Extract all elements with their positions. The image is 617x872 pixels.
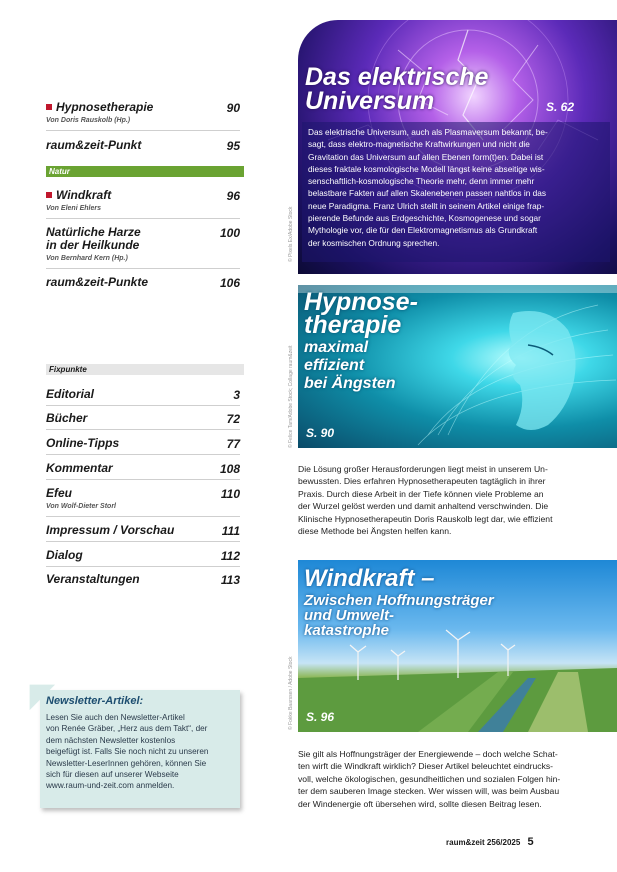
toc-page-number: 77 xyxy=(226,437,240,451)
toc-title-line1: Natürliche Harze xyxy=(46,225,141,239)
article-title xyxy=(304,288,418,339)
section-label-fixpunkte: Fixpunkte xyxy=(46,364,244,375)
title-line: Universum xyxy=(305,87,435,115)
toc-title: Dialog xyxy=(46,548,83,562)
toc-title: Kommentar xyxy=(46,461,113,475)
toc-page-number: 108 xyxy=(219,462,240,476)
toc-page-number: 112 xyxy=(220,549,240,563)
teaser-line: bewussten. Dies erfahren Hypnosetherapeuten tagtäglich in ihrer xyxy=(298,476,546,487)
toc-title-line2: in der Heilkunde xyxy=(46,238,140,252)
article-summary xyxy=(308,126,608,249)
red-square-marker xyxy=(46,104,52,110)
newsletter-line: beigefügt ist. Falls Sie noch nicht zu unseren xyxy=(46,747,209,757)
red-square-marker xyxy=(46,192,52,198)
article-panel-windkraft[interactable] xyxy=(298,560,617,732)
article-subtitle xyxy=(304,593,494,638)
article-panel-hypnose[interactable] xyxy=(298,285,617,448)
summary-line: neue Paradigma. Franz Ulrich stellt in seinem Artikel einige frap- xyxy=(308,200,545,211)
toc-item-raumzeit-punkte[interactable] xyxy=(46,276,240,289)
summary-line: sagt, dass elektro-magnetische Kraftwirkungen und nicht die xyxy=(308,139,530,150)
toc-title: Online-Tipps xyxy=(46,436,120,450)
toc-title: Impressum / Vorschau xyxy=(46,523,175,537)
divider xyxy=(46,454,240,455)
divider xyxy=(46,541,240,542)
summary-line: Gravitation das Universum auf allen Ebenen form(t)en. Dabei ist xyxy=(308,151,544,162)
teaser-line: ten wirft die Windkraft wirklich? Dieser Artikel beleuchtet eindrucks- xyxy=(298,761,554,772)
toc-page-number: 113 xyxy=(220,573,240,587)
toc-item-natuerliche-harze[interactable] xyxy=(46,226,240,262)
teaser-line: diese Methode bei Ängsten helfen kann. xyxy=(298,526,452,537)
article-panel-universum[interactable] xyxy=(298,20,617,274)
toc-title: raum&zeit-Punkt xyxy=(46,138,142,152)
summary-line: pierende Befunde aus Erdgeschichte, Kosmogenese und sogar xyxy=(308,213,541,224)
subtitle-line: Zwischen Hoffnungsträger xyxy=(304,592,494,609)
summary-line: belastbare Fakten auf allen Skalenebenen passen nahtlos in das xyxy=(308,188,547,199)
subtitle-line: und Umwelt- xyxy=(304,607,394,624)
newsletter-line: dem nächsten Newsletter kostenlos xyxy=(46,735,176,745)
newsletter-line: sich für diesen auf unserer Webseite xyxy=(46,770,179,780)
summary-line: senschaftlich-kosmologische Theorie mehr, denn immer mehr xyxy=(308,176,535,187)
page-reference: S. 90 xyxy=(306,426,335,440)
page-number: 5 xyxy=(527,836,534,848)
toc-author: Von Doris Rauskolb (Hp.) xyxy=(46,117,131,124)
toc-page-number: 111 xyxy=(221,524,240,538)
divider xyxy=(46,479,240,480)
toc-title: raum&zeit-Punkte xyxy=(46,275,149,289)
toc-page-number: 100 xyxy=(219,226,240,240)
newsletter-line: Newsletter-LeserInnen gehören, können Sie xyxy=(46,758,207,768)
subtitle-line: maximal xyxy=(304,339,369,356)
toc-item-kommentar[interactable] xyxy=(46,462,240,475)
newsletter-line: von Renée Gräber, „Herz aus dem Takt“, der xyxy=(46,724,208,734)
divider xyxy=(46,429,240,430)
article-subtitle xyxy=(304,339,396,393)
toc-item-online-tipps[interactable] xyxy=(46,437,240,450)
toc-item-veranstaltungen[interactable] xyxy=(46,573,240,586)
teaser-line: Praxis. Durch diese Arbeit in der Tiefe können viele Probleme an xyxy=(298,488,544,499)
article-summary-box xyxy=(302,122,610,262)
toc-item-windkraft[interactable] xyxy=(46,189,240,212)
teaser-line: Klinische Hypnosetherapeutin Doris Rauskolb legt dar, wie effizient xyxy=(298,513,553,524)
toc-page-number: 3 xyxy=(233,388,240,402)
teaser-line: Die Lösung großer Herausforderungen liegt meist in unserem Un- xyxy=(298,464,548,474)
page-reference: S. 96 xyxy=(306,710,335,724)
newsletter-line[interactable]: www.raum-und-zeit.com anmelden. xyxy=(46,781,175,791)
toc-page-number: 110 xyxy=(220,487,240,501)
toc-title: Efeu xyxy=(46,486,73,500)
section-label-natur: Natur xyxy=(46,166,244,177)
toc-item-hypnosetherapie[interactable] xyxy=(46,101,240,124)
toc-author: Von Wolf-Dieter Storl xyxy=(46,503,116,510)
toc-title: Hypnosetherapie xyxy=(56,100,154,114)
image-credit: © Fokke Baarssen / Adobe Stock xyxy=(288,656,294,730)
divider xyxy=(46,130,240,131)
summary-line: Mythologie vor, die für den Elektromagnetismus als Grundkraft xyxy=(308,225,538,236)
toc-author: Von Eleni Ehlers xyxy=(46,205,101,212)
article-title: Windkraft – xyxy=(304,565,435,592)
toc-item-editorial[interactable] xyxy=(46,388,240,401)
toc-page-number: 106 xyxy=(219,276,240,290)
toc-author: Von Bernhard Kern (Hp.) xyxy=(46,255,128,262)
teaser-line: der Wurzel gelöst werden und damit anhaltend verschwinden. Die xyxy=(298,501,549,512)
subtitle-line: bei Ängsten xyxy=(304,375,396,392)
divider xyxy=(46,218,240,219)
summary-line: dieses fraktale kosmologische Modell längst keine abseitige wis- xyxy=(308,163,545,174)
subtitle-line: katastrophe xyxy=(304,622,390,639)
subtitle-line: effizient xyxy=(304,357,365,374)
toc-title: Veranstaltungen xyxy=(46,572,140,586)
toc-title: Editorial xyxy=(46,387,95,401)
teaser-line: Sie gilt als Hoffnungsträger der Energiewende – doch welche Schat- xyxy=(298,749,558,759)
teaser-line: voll, welche ökologischen, gesundheitlichen und sozialen Folgen hin- xyxy=(298,773,561,784)
newsletter-title: Newsletter-Artikel: xyxy=(46,695,144,707)
toc-page-number: 95 xyxy=(226,139,240,153)
toc-item-buecher[interactable] xyxy=(46,412,240,425)
divider xyxy=(46,405,240,406)
divider xyxy=(46,566,240,567)
title-line: therapie xyxy=(304,311,402,339)
newsletter-box xyxy=(40,690,240,808)
toc-title: Bücher xyxy=(46,411,88,425)
teaser-line: der Windenergie oft übersehen wird, sollte diesen Beitrag lesen. xyxy=(298,798,542,809)
toc-page-number: 72 xyxy=(226,412,240,426)
divider xyxy=(46,516,240,517)
article-teaser-hypnose xyxy=(298,463,608,537)
title-line: Hypnose- xyxy=(304,288,418,316)
teaser-line: ter dem sauberen Image stecken. Wer wissen will, was beim Ausbau xyxy=(298,786,560,797)
summary-line: Das elektrische Universum, auch als Plasmaversum bekannt, be- xyxy=(308,127,548,137)
toc-page-number: 90 xyxy=(226,101,240,115)
summary-line: der kosmischen Ordnung sprechen. xyxy=(308,237,440,248)
image-credit: © Pixels Ex/Adobe Stock xyxy=(288,206,294,262)
issue-number: 256/2025 xyxy=(486,838,521,847)
toc-item-dialog[interactable] xyxy=(46,549,240,562)
article-title xyxy=(305,65,488,113)
image-credit: © Felice Tam/Adobe Stock; Collage raum&zeit xyxy=(288,345,294,448)
toc-title: Windkraft xyxy=(56,188,112,202)
newsletter-body xyxy=(46,712,240,792)
toc-page-number: 96 xyxy=(226,189,240,203)
toc-item-impressum[interactable] xyxy=(46,524,240,537)
magazine-name: raum&zeit xyxy=(446,838,485,847)
page-reference: S. 62 xyxy=(546,100,575,114)
divider xyxy=(46,268,240,269)
toc-item-raumzeit-punkt[interactable] xyxy=(46,139,240,152)
page-footer xyxy=(446,836,534,848)
newsletter-line: Lesen Sie auch den Newsletter-Artikel xyxy=(46,713,185,722)
title-line: Das elektrische xyxy=(305,63,489,91)
article-teaser-windkraft xyxy=(298,748,608,810)
toc-item-efeu[interactable] xyxy=(46,487,240,510)
